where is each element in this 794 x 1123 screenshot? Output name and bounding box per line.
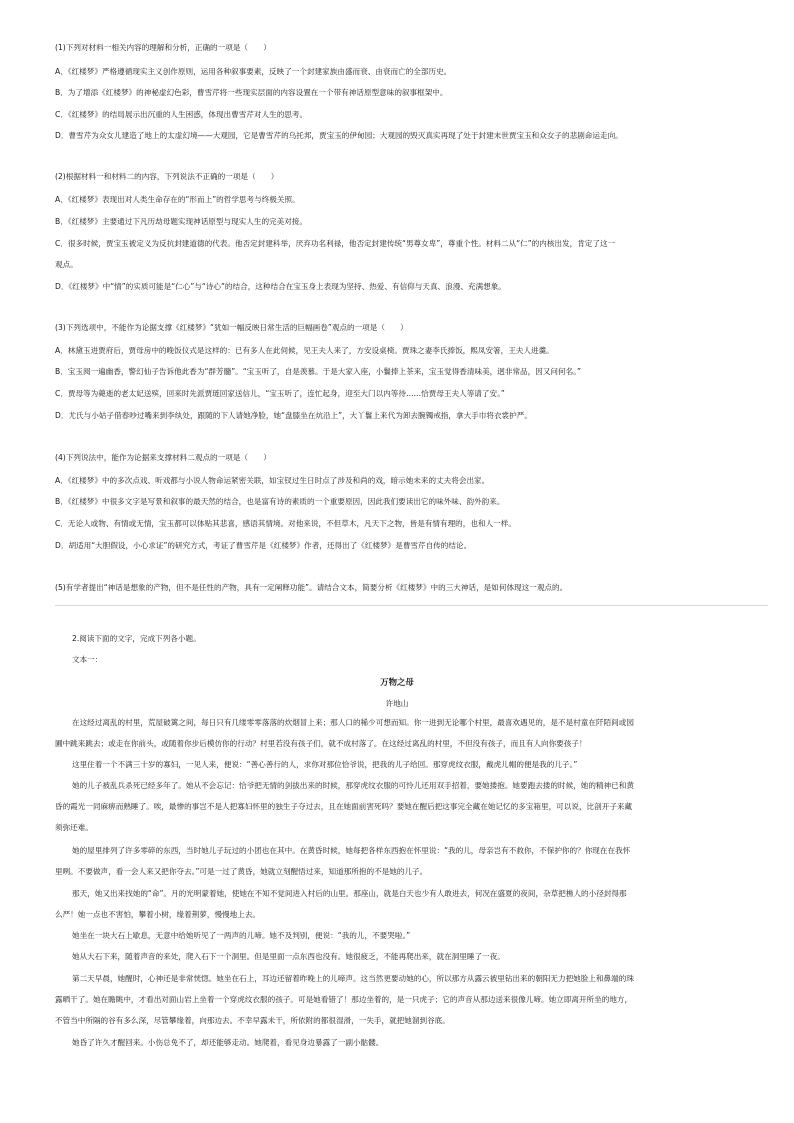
article-line: 这里住着一个不满三十岁的寡妇，一见人来，便说：“善心善行的人，求你对那位恰爷说，把我的儿子给回。那穿虎纹衣服，戴虎儿帽的便是我的儿子。” [72,760,578,769]
article-line: 她的屋里排列了许多零碎的东西，当时她儿子玩过的小团也在其中。在黄昏时候，她每把各样东西抱在怀里说：“我的儿，母亲岂有不救你，不保护你的？你现在在我怀 [72,846,631,855]
article-line: 里咧。不要做声，看一会人来又把你夺去。”可是一过了黄昏，她就立刻醒悟过来，知道那所抱的不是她的儿子。 [55,867,428,876]
q1-option-a: A．《红楼梦》严格遵循现实主义创作原则，运用各种叙事要素，反映了一个封建家族由盛而衰、由衰而亡的全部历史。 [55,67,452,76]
q3-option-b: B．宝玉阅一遍幽香，警幻仙子告诉他此香为“群芳髓”。“宝玉听了，自是羡慕。于是大家入座，小鬟捧上茶来，宝玉觉得香清味美，迥非常品，因又问何名。” [55,367,581,376]
q4-option-a: A．《红楼梦》中的多次点戏、听戏都与小说人物命运紧密关联，如宝钗过生日时点了涉及和尚的戏，暗示她未来的丈夫将会出家。 [55,476,490,485]
article-line: 昏的霞光一同麻痹而熟睡了。唉，最惨的事岂不是人把寡妇怀里的独生子夺过去，且在她面前害死吗？要她在醒后把这事完全藏在她记忆的多宝箱里，可以说，比剖开子来藏 [55,802,633,811]
article-line: 露晒干了。她在瞻眺中，才看出对面山岩上坐着一个穿虎纹衣服的孩子。可是她看错了！那边坐着的，是一只虎子；它的声音从那边送来很像儿啼。她立即离开所坐的地方， [55,995,633,1004]
article-line: 那天，她又出来找她的“命”。月的光明蒙着她，使她在不知不觉间进入村后的山里。那座山，就是白天也少有人敢进去，何况在盛夏的夜间，杂草把樵人的小径封得那 [72,889,627,898]
q1-stem: (1)下列对材料一相关内容的理解和分析，正确的一项是（ ） [55,43,271,52]
q2-option-d: D．《红楼梦》中“情”的实质可能是“仁心”与“诗心”的结合，这种结合在宝玉身上表现为坚持、热爱、有信仰与天真、浪漫、充满想象。 [55,282,506,291]
q2-stem: (2)根据材料一和材料二的内容，下列说法不正确的一项是（ ） [55,172,279,181]
q4-option-c: C．无论人或物、有情或无情，宝玉都可以体贴其悲喜，感语其情境。对他来说，不但草木，凡天下之物，皆是有情有理的，也和人一样。 [55,519,516,528]
section2-instruction: 2.阅读下面的文字，完成下列各小题。 [72,634,201,643]
section2-label: 文本一： [72,655,103,664]
q3-stem: (3)下列选项中，不能作为论据支撑《红楼梦》“犹如一幅反映日常生活的巨幅画卷”观点的一项是（ ） [55,323,408,332]
q1-option-c: C．《红楼梦》的结局展示出沉重的人生困惑，体现出曹雪芹对人生的思考。 [55,110,308,119]
article-line: 不管当中所隔的谷有多么深，尽管攀缘着，向那边去。不幸早露未干，所依附的都很湿滑，一失手，就把她溜到谷底。 [55,1016,450,1025]
q1-option-b: B．为了增添《红楼梦》的神秘虚幻色彩，曹雪芹将一些现实层面的内容设置在一个带有神话原型意味的叙事框架中。 [55,88,448,97]
q4-option-d: D．胡适用“大胆假设，小心求证”的研究方式，考证了曹雪芹是《红楼梦》作者，还得出了《红楼梦》是曹雪芹自传的结论。 [55,541,472,550]
q2-option-c-cont: 观点。 [55,260,78,269]
q2-option-a: A．《红楼梦》表现出对人类生命存在的“形而上”的哲学思考与终极关照。 [55,195,300,204]
q3-option-a: A．林黛玉进贾府后，贾母房中的晚饭仪式是这样的：已有多人在此伺候，见王夫人来了，方安设桌椅。贾珠之妻李氏捧饭，熙凤安箸，王夫人进羹。 [55,346,554,355]
q1-option-d: D．曹雪芹为众女儿建造了地上的太虚幻境——大观园，它是曹雪芹的乌托邦，贾宝玉的伊甸园；大观园的毁灭真实再现了处于封建末世贾宝玉和众女子的悲剧命运走向。 [55,131,623,140]
article-line: 她的儿子被乱兵杀死已经多年了。她从不会忘记：恰爷把无情的剑拔出来的时候，那穿虎纹衣服的可怜儿还用双手招着，要她搂抱。她要跑去搂的时候，她的精神已和黄 [72,781,634,790]
q4-stem: (4)下列说法中，能作为论据来支撑材料二观点的一项是（ ） [55,453,271,462]
article-line: 第二天早晨，她醒时，心神还是非常恍惚。她坐在石上，耳边还留着昨晚上的儿啼声。这当然更要动她的心，所以那方从露云被里钻出来的朝阳无力把她脸上和鼻端的珠 [72,974,634,983]
q2-option-c: C．很多时候，贾宝玉被定义为反抗封建道德的代表。他否定封建科举，厌弃功名利禄，他否定封建传统“男尊女卑”，尊重个性。材料二从“仁”的内核出发，肯定了这一 [55,239,616,248]
q2-option-b: B．《红楼梦》主要通过下凡历劫母题实现神话原型与现实人生的完美对接。 [55,217,307,226]
article-line: 她坐在一块大石上歇息，无意中给她听见了一两声的儿啼。她不及判别，便说：“我的儿，不要哭啦。” [72,931,411,940]
article-line: 须弥还难。 [55,823,93,832]
q3-option-d: D．尤氏与小姑子借春吵过嘴来到李纨处，跟随的下人请她净脸，她“盘膝坐在炕沿上”，大丫鬟上来代为卸去腕镯戒指，拿大手巾将衣裳护严。 [55,411,532,420]
q4-option-b: B．《红楼梦》中很多文字是写景和叙事的最天然的结合，也是富有诗的素质的一个重要原因，因此我们要读出它的味外味、韵外韵来。 [55,497,505,506]
q5-stem: (5)有学者提出“神话是想象的产物，但不是任性的产物，具有一定阐释功能”。请结合文本，简要分析《红楼梦》中的三大神话，是如何体现这一观点的。 [55,583,568,592]
article-line: 在这经过离乱的村里，荒屋破篱之间，每日只有几缕零零落落的炊烟冒上来；那人口的稀少可想而知。你一进到无论哪个村里，最喜欢遇见的，是不是村童在阡陌间或园 [72,718,634,727]
article-author: 许地山 [385,699,409,708]
article-line: 她从大石下来，随着声音的来处，爬入石下一个洞里。但是里面一点东西也没有。她很疲乏，不能再爬出来，就在洞里睡了一夜。 [72,952,505,961]
section-divider [55,605,768,606]
article-line: 圃中跳来跳去；或走在你前头，或随着你步后模仿你的行动？村里若没有孩子们，就不成村落了。在这经过离乱的村里，不但没有孩子，而且有人向你要孩子！ [55,739,587,748]
article-line: 么严！她一点也不害怕，攀着小树，缘着荆萝，慢慢地上去。 [55,910,261,919]
article-line: 她昏了许久才醒回来。小伤总免不了，却还能够走动。她爬着，看见身边暴露了一副小骷髅。 [72,1038,384,1047]
article-title: 万物之母 [380,677,414,687]
q3-option-c: C．贾母等为薨逝的老太妃送殡，回来时先派贾琏回家送信儿，“宝玉听了，连忙起身，迎至大门以内等待……恰贾母王夫人等请了安。” [55,389,505,398]
